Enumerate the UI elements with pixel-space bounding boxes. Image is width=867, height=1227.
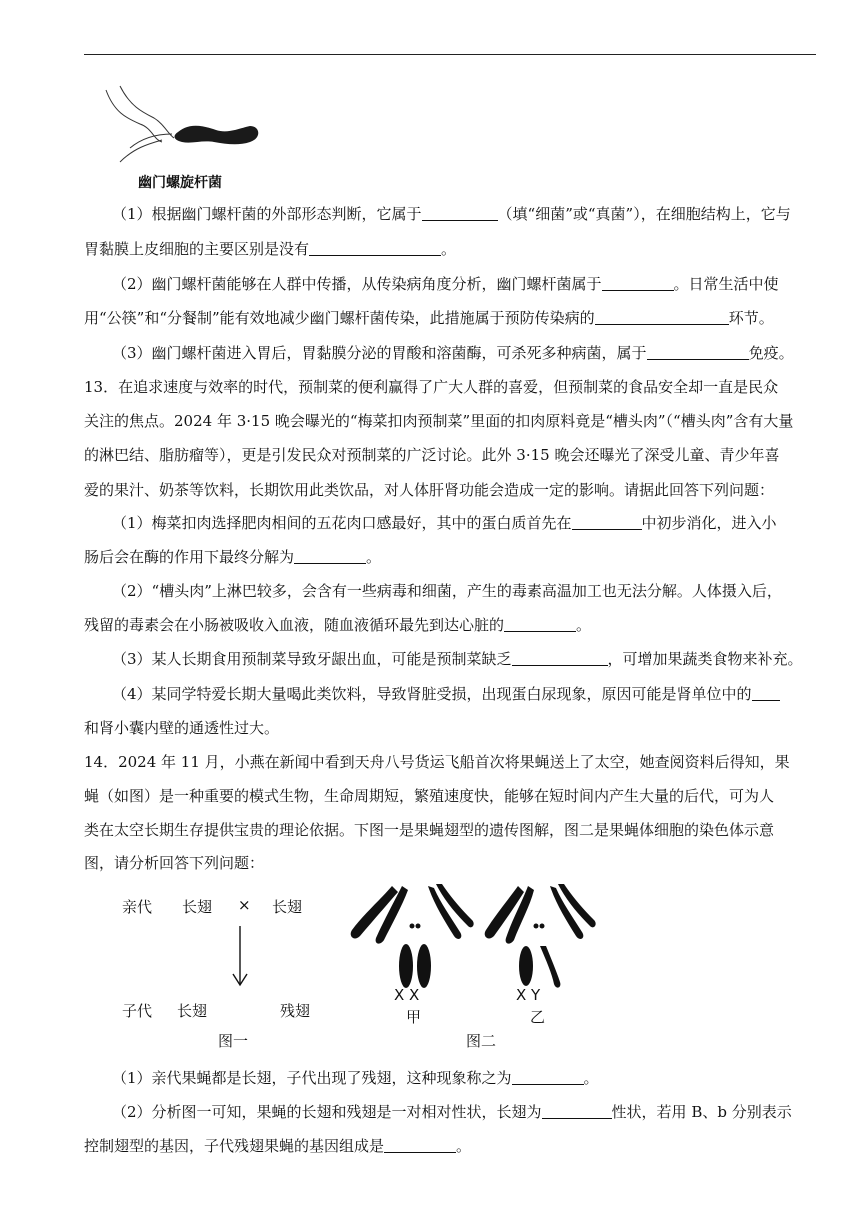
answer-blank[interactable] xyxy=(572,515,642,530)
answer-blank[interactable] xyxy=(595,310,729,325)
cross-symbol: × xyxy=(238,896,251,914)
q13-stem-line3: 的淋巴结、脂肪瘤等），更是引发民众对预制菜的广泛讨论。此外 3·15 晚会还曝光了深受儿童、青少年喜 xyxy=(84,446,780,464)
jia-label: 甲 xyxy=(406,1008,422,1026)
q12-part1-line2: 胃黏膜上皮细胞的主要区别是没有 。 xyxy=(84,240,457,258)
parent-label: 亲代 xyxy=(122,898,153,916)
yi-label: 乙 xyxy=(530,1008,546,1026)
answer-blank[interactable] xyxy=(512,1070,584,1085)
answer-blank[interactable] xyxy=(294,549,366,564)
q14-part1: （1）亲代果蝇都是长翅，子代出现了残翅，这种现象称之为 。 xyxy=(112,1069,599,1087)
q14-part2-line2: 控制翅型的基因，子代残翅果蝇的基因组成是 。 xyxy=(84,1137,472,1155)
q13-part1-line1: （1）梅菜扣肉选择肥肉相间的五花肉口感最好，其中的蛋白质首先在 中初步消化，进入小 xyxy=(112,514,777,532)
q12-part3: （3）幽门螺杆菌进入胃后，胃黏膜分泌的胃酸和溶菌酶，可杀死多种病菌，属于 免疫。 xyxy=(112,344,794,362)
child-b-trait: 残翅 xyxy=(280,1002,311,1020)
q14-stem-line3: 类在太空长期生存提供宝贵的理论依据。下图一是果蝇翅型的遗传图解，图二是果蝇体细胞的染色体示意 xyxy=(84,821,775,839)
answer-blank[interactable] xyxy=(542,1104,612,1119)
header-rule xyxy=(84,54,816,55)
answer-blank[interactable] xyxy=(384,1138,456,1153)
answer-blank[interactable] xyxy=(422,206,498,221)
q12-part2-line2: 用“公筷”和“分餐制”能有效地减少幽门螺杆菌传染，此措施属于预防传染病的 环节。 xyxy=(84,309,774,327)
q14-part2-line1: （2）分析图一可知，果蝇的长翅和残翅是一对相对性状，长翅为 性状，若用 B、b 分别表示 xyxy=(112,1103,792,1121)
answer-blank[interactable] xyxy=(504,617,576,632)
helicobacter-image xyxy=(100,82,270,172)
child-a-trait: 长翅 xyxy=(177,1002,208,1020)
q14-stem-line2: 蝇（如图）是一种重要的模式生物，生命周期短，繁殖速度快，能够在短时间内产生大量的后代，可为人 xyxy=(84,787,775,805)
q13-stem-line4: 爱的果汁、奶茶等饮料，长期饮用此类饮品，对人体肝肾功能会造成一定的影响。请据此回答下列问题： xyxy=(84,481,775,499)
yi-sex-chromosomes: X Y xyxy=(516,986,541,1004)
q14-stem-line1: 14．2024 年 11 月，小燕在新闻中看到天舟八号货运飞船首次将果蝇送上了太空，她查阅资料后得知，果 xyxy=(84,753,790,771)
answer-blank[interactable] xyxy=(647,345,749,360)
answer-blank[interactable] xyxy=(602,276,674,291)
jia-sex-chromosomes: X X xyxy=(394,986,420,1004)
answer-blank[interactable] xyxy=(309,241,441,256)
q13-part4-line1: （4）某同学特爱长期大量喝此类饮料，导致肾脏受损，出现蛋白尿现象，原因可能是肾单位中的 xyxy=(84,684,816,704)
figure1-caption: 幽门螺旋杆菌 xyxy=(138,175,222,191)
q13-stem-line2: 关注的焦点。2024 年 3·15 晚会曝光的“梅菜扣肉预制菜”里面的扣肉原料竟是“槽头肉”（“槽头肉”含有大量 xyxy=(84,412,794,430)
figure-one-caption: 图一 xyxy=(218,1032,249,1050)
q13-part2-line2: 残留的毒素会在小肠被吸收入血液，随血液循环最先到达心脏的 。 xyxy=(84,616,592,634)
chromosome-diagram xyxy=(340,880,600,1000)
child-label: 子代 xyxy=(122,1002,153,1020)
q13-part3: （3）某人长期食用预制菜导致牙龈出血，可能是预制菜缺乏 ，可增加果蔬类食物来补充。 xyxy=(112,650,803,668)
parent-b-trait: 长翅 xyxy=(272,898,303,916)
q13-part2-line1: （2）“槽头肉”上淋巴较多，会含有一些病毒和细菌，产生的毒素高温加工也无法分解。人体摄入后， xyxy=(112,582,782,600)
q12-part1-line1: （1）根据幽门螺杆菌的外部形态判断，它属于 （填“细菌”或“真菌”），在细胞结构上，它与 xyxy=(112,205,791,223)
parent-a-trait: 长翅 xyxy=(182,898,213,916)
q14-stem-line4: 图，请分析回答下列问题： xyxy=(84,854,265,872)
q13-part1-line2: 肠后会在酶的作用下最终分解为 。 xyxy=(84,548,382,566)
q12-part2-line1: （2）幽门螺杆菌能够在人群中传播，从传染病角度分析，幽门螺杆菌属于 。日常生活中使 xyxy=(112,275,779,293)
answer-blank[interactable] xyxy=(752,686,780,701)
arrow-down-icon xyxy=(230,926,250,988)
figure-two-caption: 图二 xyxy=(466,1032,497,1050)
q13-part4-line2: 和肾小囊内壁的通透性过大。 xyxy=(84,719,280,737)
answer-blank[interactable] xyxy=(512,651,608,666)
q13-stem-line1: 13．在追求速度与效率的时代，预制菜的便利赢得了广大人群的喜爱，但预制菜的食品安全却一直是民众 xyxy=(84,378,779,396)
